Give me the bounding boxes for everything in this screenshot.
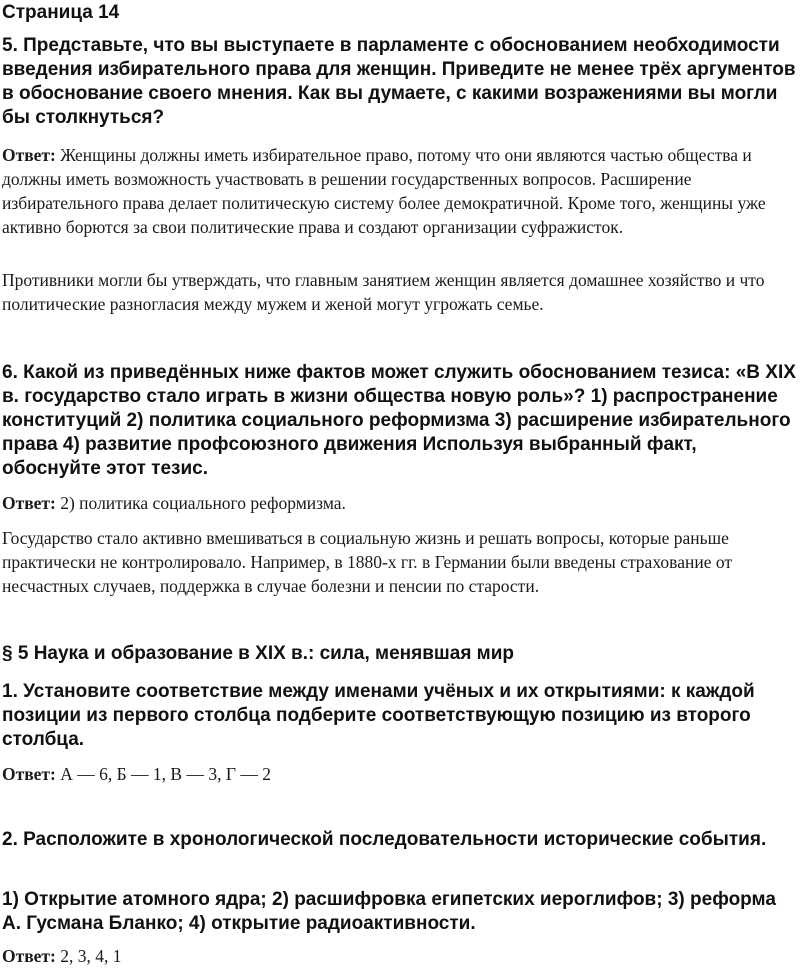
- section-answer-2: [2, 944, 792, 968]
- section-answer-2-text: 2, 3, 4, 1: [55, 946, 122, 966]
- answer-5-text: Женщины должны иметь избирательное право, потому что они являются частью общества и должны иметь возможность участвовать в решении государственных вопросов. Расширение избирательного права делает политическую систему более демократичной. Кроме того, женщины уже активно борются за свои политические права и создают организации суфражисток.: [2, 145, 766, 237]
- answer-6-label: Ответ:: [2, 493, 56, 513]
- section-question-2-items: 1) Открытие атомного ядра; 2) расшифровка египетских иероглифов; 3) реформа А. Гусмана Бланко; 4) открытие радиоактивности.: [2, 889, 776, 934]
- answer-5-paragraph-2: Противники могли бы утверждать, что главным занятием женщин является домашнее хозяйство и что политические разногласия между мужем и женой могут угрожать семье.: [2, 270, 765, 314]
- question-6: 6. Какой из приведённых ниже фактов может служить обоснованием тезиса: «В XIX в. государство стало играть в жизни общества новую роль»? 1) распространение конституций 2) политика социального реформизма 3) расширение избирательного права 4) развитие профсоюзного движения Используя выбранный факт, обоснуйте этот тезис.: [2, 362, 796, 479]
- page-title: Страница 14: [2, 2, 120, 23]
- section-question-2: 2. Расположите в хронологической последовательности исторические события.: [2, 829, 767, 850]
- answer-5: [2, 143, 792, 239]
- answer-6-text: 2) политика социального реформизма.: [55, 493, 346, 513]
- answer-6: [2, 491, 792, 515]
- answer-5-label: Ответ:: [2, 145, 56, 165]
- section-answer-2-label: Ответ:: [2, 946, 56, 966]
- answer-6-paragraph-2: Государство стало активно вмешиваться в социальную жизнь и решать вопросы, которые раньше практически не контролировало. Например, в 1880-х гг. в Германии были введены страхование от несчастных случаев, поддержка в случае болезни и пенсии по старости.: [2, 528, 733, 596]
- section-question-1: 1. Установите соответствие между именами учёных и их открытиями: к каждой позиции из первого столбца подберите соответствующую позицию из второго столбца.: [2, 681, 755, 750]
- section-heading: § 5 Наука и образование в XIX в.: сила, менявшая мир: [2, 643, 515, 664]
- section-answer-1: [2, 762, 792, 786]
- question-5: 5. Представьте, что вы выступаете в парламенте с обоснованием необходимости введения избирательного права для женщин. Приведите не менее трёх аргументов в обоснование своего мнения. Как вы думаете, с какими возражениями вы могли бы столкнуться?: [2, 35, 796, 128]
- section-answer-1-text: А — 6, Б — 1, В — 3, Г — 2: [55, 764, 271, 784]
- section-answer-1-label: Ответ:: [2, 764, 56, 784]
